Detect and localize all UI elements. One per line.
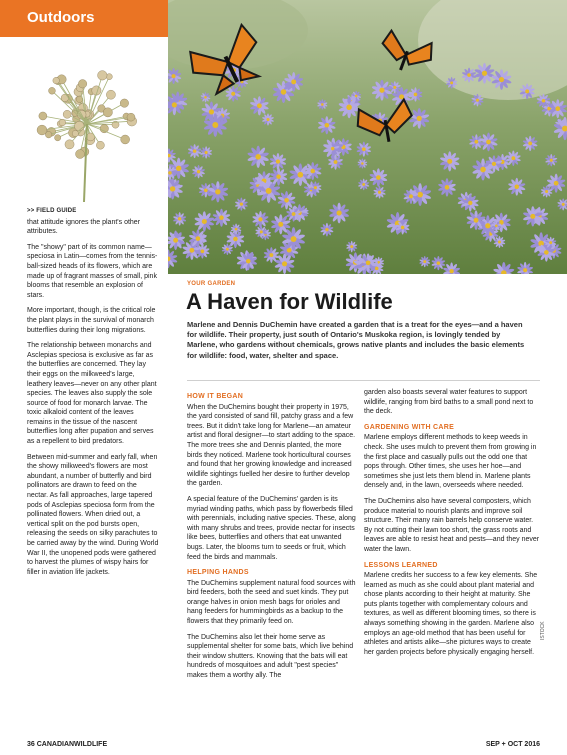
sidebar-paragraph: The relationship between monarchs and Asclepias speciosa is exclusive as far as the butterflies are concerned. They lay their eggs on the milkweed's large, leathery leaves—never on any other plant species. The leaves also supply the sole source of food for monarch larvae. The toxic alkaloid content of the leaves remains in the tissue of the nascent butterflies long after pupation and serves as a repellent to bird predators.	[27, 342, 157, 446]
divider	[187, 380, 540, 381]
subheading: LESSONS LEARNED	[364, 561, 438, 569]
body-paragraph: The DuChemins also have several composters, which produce material to nourish plants and improve soil structure. Their many rain barrels help conserve water. By not cutting their lawn too short, the grass roots and leaves are able to resist heat and pests—and they never water the lawn.	[364, 497, 540, 553]
article-kicker: YOUR GARDEN	[187, 281, 236, 287]
body-paragraph: garden also boasts several water features to support wildlife, ranging from bird baths to a small pond next to the deck.	[364, 389, 534, 416]
article-column-1	[187, 388, 357, 687]
milkweed-illustration	[22, 52, 152, 204]
folio-right: SEP + OCT 2016	[485, 741, 540, 748]
body-paragraph: A special feature of the DuChemins' garden is its myriad winding paths, which pass by flowerbeds filled with perennials, including native species. These, along with many shrubs and trees, provide nectar for insects like bees, butterflies and others that eat unwanted bugs. Later, the blooms turn to seeds or fruit, which feed the birds and mammals.	[187, 495, 356, 561]
article-column-2	[364, 388, 540, 663]
body-paragraph: Marlene employs different methods to keep weeds in check. She uses mulch to prevent them from growing in the first place and casually pulls out the odd one that pops through. Other times, she uses her hoe—and sometimes she just lets them blend in. Marlene plants densely and, in the lawn, overseeds where needed.	[364, 434, 537, 490]
sidebar-paragraph: The "showy" part of its common name—speciosa in Latin—comes from the tennis-ball-sized heads of its flowers, which are made up of fragrant masses of small, pink blooms that resemble an explosion of stars.	[27, 243, 158, 299]
field-guide-label: >> FIELD GUIDE	[27, 208, 77, 214]
subheading: HELPING HANDS	[187, 569, 249, 577]
hero-photo	[168, 0, 567, 274]
body-paragraph: Marlene credits her success to a few key elements. She learned as much as she could about plant material and chose plants according to their height at maturity. She puts plants together with complementary colours and textures, as well as different blooming times, so there is always something showing in the garden. Marlene also employs an age-old method that has been useful for athletes and artists alike—she pictures ways to create her garden projects before physically engaging herself.	[364, 572, 538, 656]
body-paragraph: When the DuChemins bought their property in 1975, the yard consisted of sand fill, patchy grass and a few trees. But it didn't take long for Marlene—an amateur artist and floral designer—to start adding to the space. The more trees she and Dennis planted, the more birds they noticed. Marlene took horticultural courses and found that her growing knowledge and increased wildlife sightings fuelled her desire to further develop the garden.	[187, 403, 356, 488]
article-title: A Haven for Wildlife	[186, 289, 393, 314]
article-intro: Marlene and Dennis DuChemin have created a garden that is a treat for the eyes—and a haven for wildlife. Their property, just south of Ontario's Muskoka region, is lovingly tended by Marlene, who gardens without chemicals, grows native plants and includes the basic elements for wildlife: food, water, shelter and space.	[187, 320, 525, 360]
section-tab	[0, 0, 168, 37]
sidebar-paragraph: that attitude ignores the plant's other attributes.	[27, 218, 141, 236]
photo-credit: ISTOCK	[540, 621, 546, 640]
sidebar-column	[27, 207, 159, 583]
subheading: HOW IT BEGAN	[187, 393, 244, 400]
sidebar-paragraph: More important, though, is the critical role the plant plays in the survival of monarch butterflies during their long migrations.	[27, 307, 156, 334]
body-paragraph: The DuChemins also let their home serve as supplemental shelter for some bats, which live behind their window shutters. Knowing that the bats will eat hundreds of mosquitoes and adult "pest species" makes them a worthy ally. The	[187, 633, 354, 680]
sidebar-paragraph: Between mid-summer and early fall, when the showy milkweed's flowers are most abundant, a number of butterfly and bird pollinators are drawn to feed on the nectar. As fall approaches, large tapered pods of Asclepias speciosa form from the pollinated flowers. When dried out, a vertical split on the pod bursts open, releasing the seeds on silky parachutes to be carried away by the wind. During World War II, the unopened pods were gathered to harvest the plumes of wispy hairs for filler in aviation life jackets.	[27, 453, 159, 576]
body-paragraph: The DuChemins supplement natural food sources with bird feeders, both the seed and suet kinds. They put orange halves in onion mesh bags for orioles and hang feeders for hummingbirds as a backup to the flowers that they primarily feed on.	[187, 579, 356, 626]
subheading: GARDENING WITH CARE	[364, 423, 455, 431]
section-label: Outdoors	[27, 9, 95, 26]
folio-left: 36 CANADIANWILDLIFE	[27, 741, 108, 748]
